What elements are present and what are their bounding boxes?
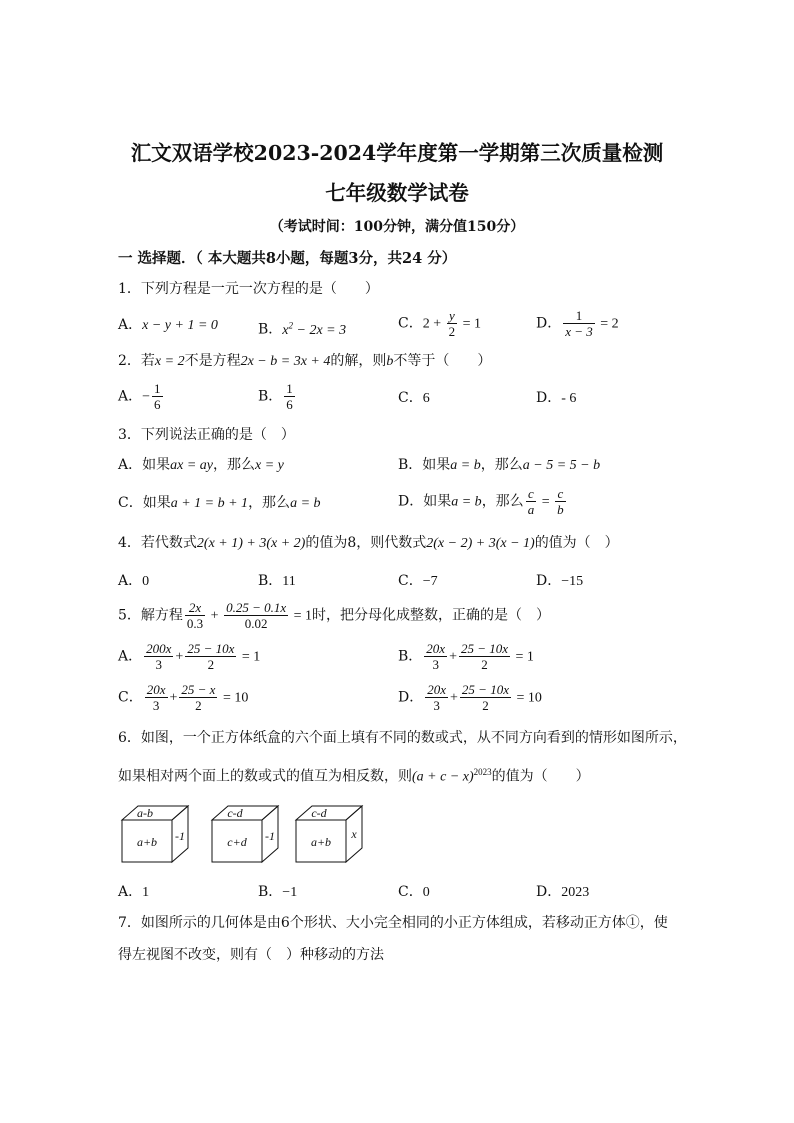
- q1-option-c: C．2 + $\frac{y}{2}$ = 1: [398, 308, 482, 339]
- q4-option-d: D．−15: [536, 573, 584, 589]
- q5-option-d: D． $\frac{20x}{3}$ + $\frac{25 - 10x}{2}$ = 10: [398, 682, 542, 713]
- q3-option-a: A．如果ax = ay，那么x = y: [118, 457, 284, 473]
- q6-option-d: D．2023: [536, 884, 590, 900]
- exam-title: 汇文双语学校2023-2024学年度第一学期第三次质量检测: [130, 141, 664, 165]
- cube1-front-label: a+b: [136, 835, 158, 849]
- q6-option-b: B．−1: [258, 884, 298, 900]
- question-6-stem-line1: 6．如图，一个正方体纸盒的六个面上填有不同的数或式，从不同方向看到的情形如图所示，: [118, 730, 687, 746]
- exam-info: （考试时间：100分钟，满分值150分）: [269, 219, 525, 235]
- q1-option-d: D． $\frac{1}{x - 3}$ = 2: [536, 308, 619, 339]
- q3-option-b: B．如果a = b，那么a − 5 = 5 − b: [398, 457, 601, 473]
- cube3-front-label: a+b: [310, 835, 332, 849]
- q6-cube-figure: [118, 800, 378, 870]
- question-6-stem-line2: 如果相对两个面上的数或式的值互为相反数，则$(a + c - x)^{2023}$的值为（ ）: [118, 767, 590, 785]
- cube2-top-label: c-d: [227, 806, 243, 820]
- exam-subtitle: 七年级数学试卷: [325, 181, 469, 205]
- cube3-side-label: x: [351, 827, 357, 841]
- q1-option-a: A．x − y + 1 = 0: [118, 317, 218, 333]
- q2-option-a: A．− $\frac{1}{6}$: [118, 381, 161, 412]
- q6-option-c: C．0: [398, 884, 430, 900]
- q5-option-b: B． $\frac{20x}{3}$ + $\frac{25 - 10x}{2}$ = 1: [398, 641, 534, 672]
- question-4-stem: 4．若代数式2(x + 1) + 3(x + 2)的值为8，则代数式2(x − 2) + 3(x − 1)的值为（ ）: [118, 535, 619, 551]
- cube1-top-face: [122, 806, 188, 820]
- q3-option-c: C．如果a + 1 = b + 1，那么a = b: [118, 495, 321, 511]
- q6-option-a: A．1: [118, 884, 150, 900]
- q2-option-d: D．- 6: [536, 390, 577, 406]
- q2-option-c: C．6: [398, 390, 430, 406]
- q1-option-b: B．$x^2 - 2x = 3$: [258, 320, 347, 338]
- question-3-stem: 3．下列说法正确的是（ ）: [118, 427, 295, 443]
- q4-option-c: C．−7: [398, 573, 438, 589]
- q4-option-b: B．11: [258, 573, 296, 589]
- question-1-stem: 1．下列方程是一元一次方程的是（ ）: [118, 281, 379, 297]
- section-heading: 一 选择题．（ 本大题共8小题，每题3分，共24 分）: [118, 250, 457, 267]
- question-7-stem-line1: 7．如图所示的几何体是由6个形状、大小完全相同的小正方体组成，若移动正方体①，使: [118, 915, 668, 931]
- cube3-top-face: [296, 806, 362, 820]
- q3-option-d: D．如果a = b，那么 $\frac{c}{a}$ = $\frac{c}{b}$: [398, 486, 564, 517]
- q5-option-c: C． $\frac{20x}{3}$ + $\frac{25 - x}{2}$ = 10: [118, 682, 249, 713]
- cube2-side-label: -1: [265, 829, 275, 843]
- q5-option-a: A． $\frac{200x}{3}$ + $\frac{25 - 10x}{2}$ = 1: [118, 641, 261, 672]
- cube2-front-label: c+d: [227, 835, 247, 849]
- q4-option-a: A．0: [118, 573, 150, 589]
- cube1-side-label: -1: [175, 829, 185, 843]
- question-2-stem: 2．若x = 2不是方程2x − b = 3x + 4的解，则b不等于（ ）: [118, 353, 492, 369]
- question-7-stem-line2: 得左视图不改变，则有（ ）种移动的方法: [118, 947, 384, 963]
- cube1-top-label: a-b: [137, 806, 153, 820]
- question-5-stem: 5．解方程 $\frac{2x}{0.3}$ + $\frac{0.25 - 0.1x}{0.02}$ = 1时，把分母化成整数，正确的是（ ）: [118, 600, 551, 631]
- cube3-top-label: c-d: [311, 806, 327, 820]
- cube2-top-face: [212, 806, 278, 820]
- q2-option-b: B． $\frac{1}{6}$: [258, 381, 293, 412]
